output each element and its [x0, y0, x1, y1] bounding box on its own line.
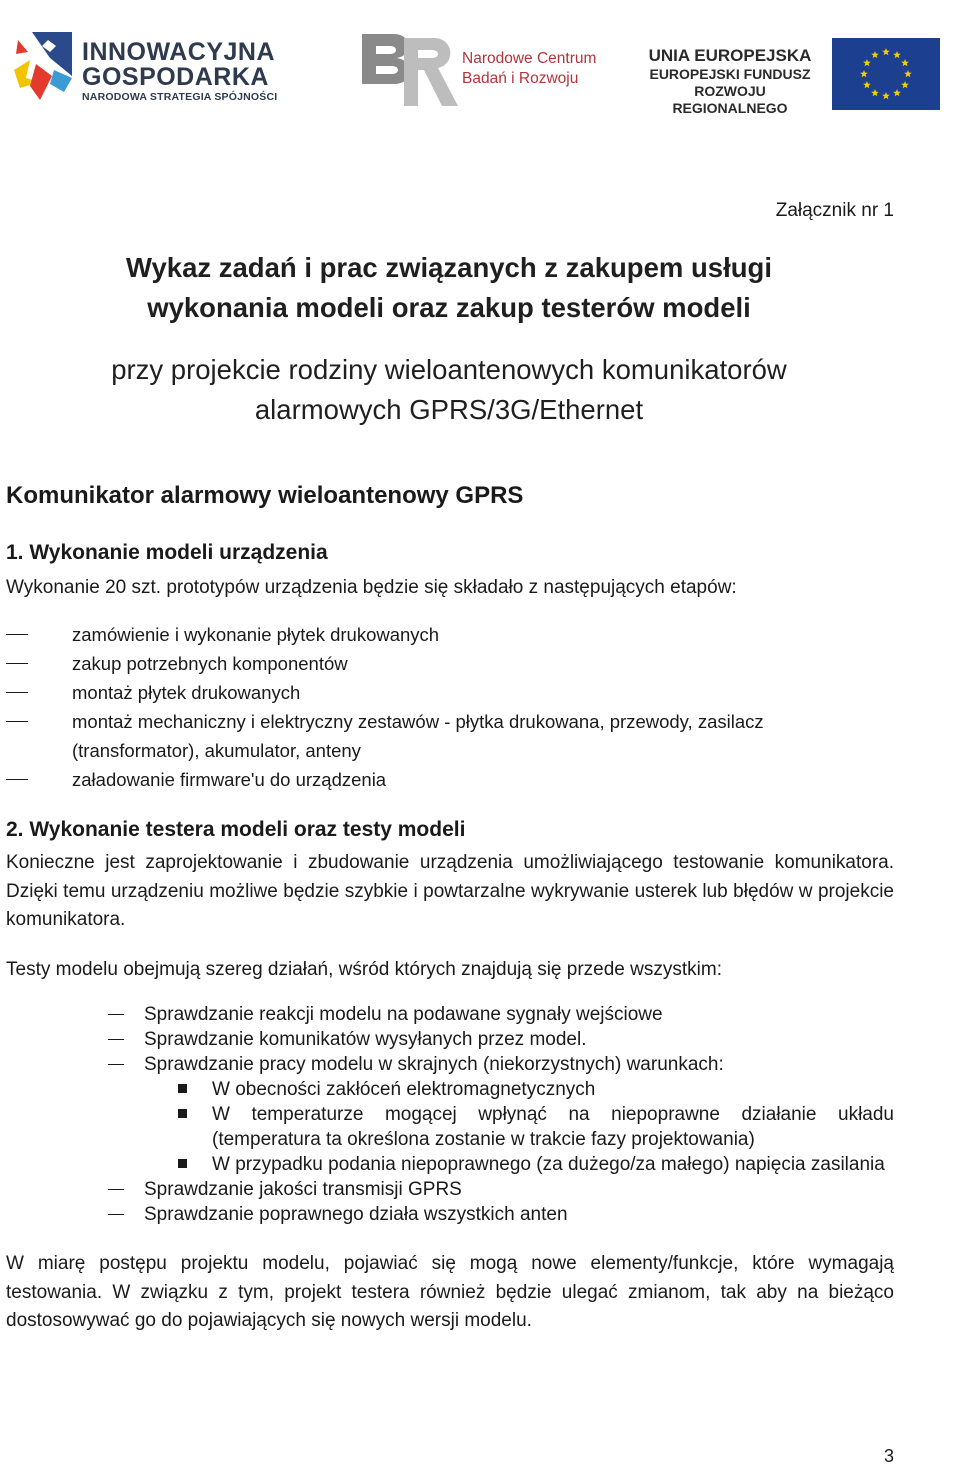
list-item: Sprawdzanie poprawnego działa wszystkich anten: [108, 1202, 894, 1227]
eu-flag-icon: [832, 38, 940, 110]
ig-line3: NARODOWA STRATEGIA SPÓJNOŚCI: [82, 91, 278, 103]
header-logos: [0, 0, 960, 120]
list-item: Sprawdzanie jakości transmisji GPRS: [108, 1177, 894, 1202]
ue-line1: UNIA EUROPEJSKA: [648, 46, 812, 65]
ig-line2: GOSPODARKA: [82, 63, 269, 91]
section1-steps-list: [6, 620, 896, 794]
list-item-continuation: (transformator), akumulator, anteny: [72, 740, 361, 761]
section2-paragraph2: Testy modelu obejmują szereg działań, wśród których znajdują się przede wszystkim:: [6, 959, 722, 980]
list-item: W obecności zakłóceń elektromagnetycznych: [108, 1077, 894, 1102]
document-title-line1: Wykaz zadań i prac związanych z zakupem usługi: [126, 252, 772, 283]
list-item: [108, 1052, 894, 1177]
list-item: W temperaturze mogącej wpłynąć na niepoprawne działanie układu (temperatura ta określona zostanie w trakcie fazy projektowania): [108, 1102, 894, 1152]
ncbr-logo: [358, 28, 598, 108]
section1-heading: 1. Wykonanie modeli urządzenia: [6, 541, 328, 564]
list-item: W przypadku podania niepoprawnego (za dużego/za małego) napięcia zasilania: [108, 1152, 894, 1177]
list-item: Sprawdzanie komunikatów wysyłanych przez model.: [108, 1027, 894, 1052]
section1-intro: Wykonanie 20 szt. prototypów urządzenia będzie się składało z następujących etapów:: [6, 577, 737, 598]
annex-label: Załącznik nr 1: [775, 200, 894, 221]
ig-line1: INNOWACYJNA: [82, 38, 276, 66]
section2-heading: 2. Wykonanie testera modeli oraz testy modeli: [6, 818, 466, 841]
ue-line2: EUROPEJSKI FUNDUSZ: [649, 66, 811, 82]
page-number: 3: [883, 1446, 894, 1466]
innowacyjna-gospodarka-logo: [10, 30, 285, 110]
main-heading: Komunikator alarmowy wieloantenowy GPRS: [6, 482, 524, 509]
list-item: montaż mechaniczny i elektryczny zestawów - płytka drukowana, przewody, zasilacz: [6, 707, 896, 736]
ncbr-line2: Badań i Rozwoju: [462, 70, 579, 87]
list-item-text: Sprawdzanie pracy modelu w skrajnych (niekorzystnych) warunkach:: [144, 1054, 724, 1075]
list-item: Sprawdzanie reakcji modelu na podawane sygnały wejściowe: [108, 1002, 894, 1027]
list-item: montaż płytek drukowanych: [6, 678, 896, 707]
ncbr-line1: Narodowe Centrum: [462, 50, 597, 67]
document-title-line2: wykonania modeli oraz zakup testerów modeli: [147, 292, 751, 323]
section2-paragraph1: Konieczne jest zaprojektowanie i zbudowanie urządzenia umożliwiającego testowanie komunikatora. Dzięki temu urządzeniu możliwe będzie szybkie i powtarzalne wykrywanie usterek lub błędów w projekcie komunikatora.: [6, 852, 894, 930]
document-subtitle-line2: alarmowych GPRS/3G/Ethernet: [254, 394, 644, 425]
list-item: zakup potrzebnych komponentów: [6, 649, 896, 678]
conditions-list: [108, 1077, 894, 1177]
eu-erdf-logo: [636, 36, 946, 116]
ig-emblem-icon: [10, 30, 76, 104]
document-subtitle-line1: przy projekcie rodziny wieloantenowych komunikatorów: [111, 354, 787, 385]
tests-list: [108, 1002, 894, 1227]
list-item: załadowanie firmware'u do urządzenia: [6, 765, 896, 794]
ue-line3: ROZWOJU REGIONALNEGO: [672, 83, 788, 116]
ncbr-br-emblem-icon: [358, 28, 458, 108]
list-item: zamówienie i wykonanie płytek drukowanych: [6, 620, 896, 649]
section2-paragraph3: W miarę postępu projektu modelu, pojawiać się mogą nowe elementy/funkcje, które wymagają testowania. W związku z tym, projekt testera również będzie ulegać zmianom, tak aby na bieżąco dostosowywać go do pojawiających się nowych wersji modelu.: [6, 1253, 894, 1331]
